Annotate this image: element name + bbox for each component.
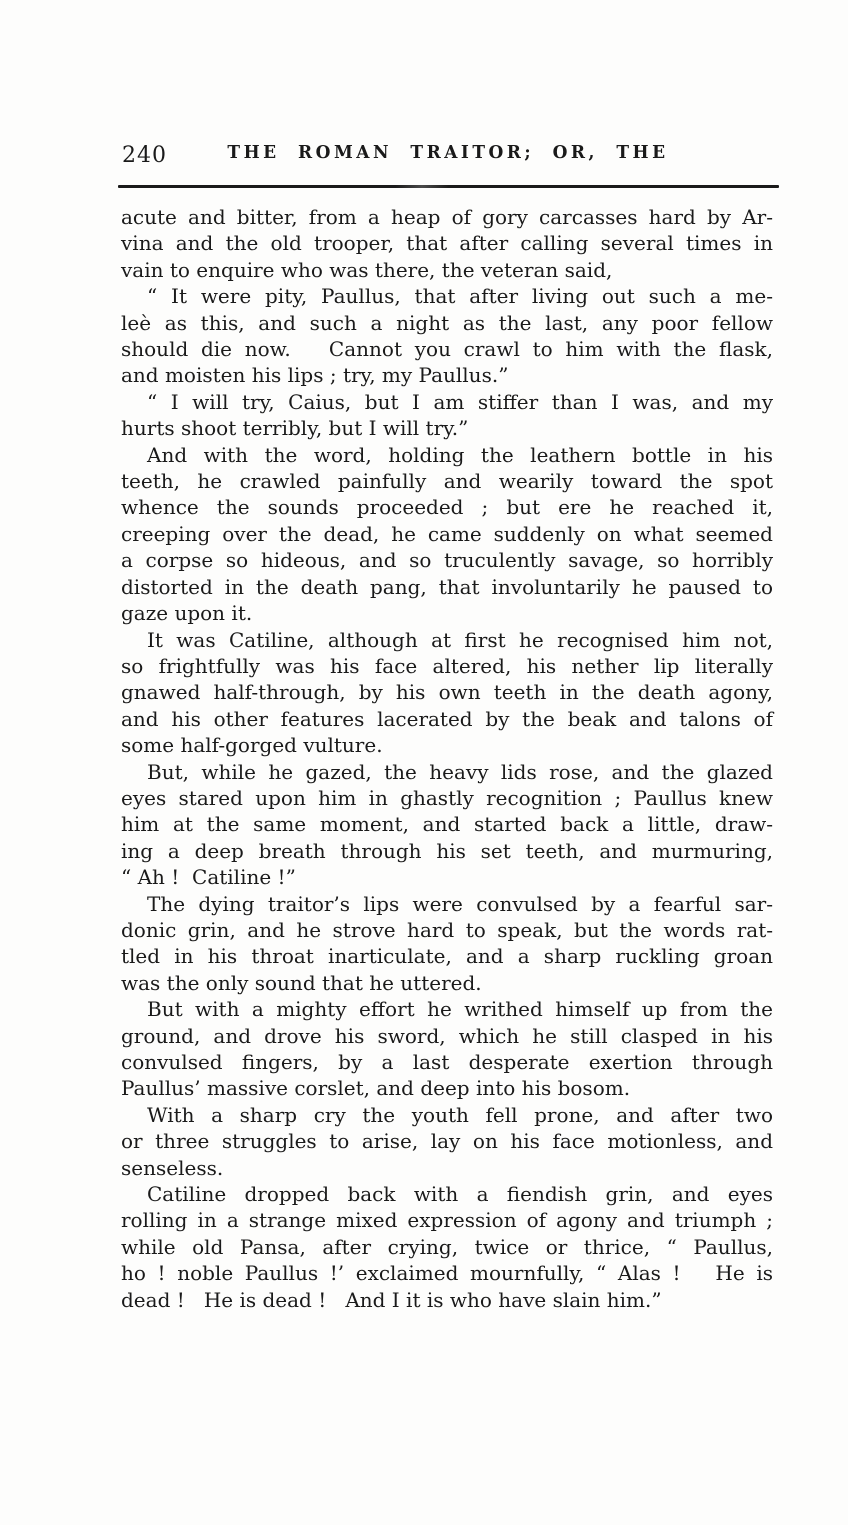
text-line: donic grin, and he strove hard to speak, but the words rat- (121, 917, 773, 942)
text-line: and his other features lacerated by the beak and talons of (121, 706, 773, 731)
text-line: should die now. Cannot you crawl to him with the flask, (121, 337, 773, 362)
text-line: while old Pansa, after crying, twice or thrice, “ Paullus, (121, 1234, 773, 1259)
text-line: some half-gorged vulture. (121, 733, 383, 758)
text-line: senseless. (121, 1155, 224, 1180)
text-line: vina and the old trooper, that after calling several times in (121, 231, 773, 256)
paragraph (121, 627, 773, 759)
text-line: hurts shoot terribly, but I will try.” (121, 416, 469, 441)
text-line: ing a deep breath through his set teeth, and murmuring, (121, 838, 773, 863)
running-head (121, 143, 775, 173)
text-line: eyes stared upon him in ghastly recognition ; Paullus knew (121, 785, 773, 810)
text-line: was the only sound that he uttered. (121, 970, 482, 995)
text-line: rolling in a strange mixed expression of agony and triumph ; (121, 1208, 773, 1233)
text-line: leè as this, and such a night as the last, any poor fellow (121, 310, 773, 335)
text-line: “ I will try, Caius, but I am stiffer than I was, and my (147, 389, 773, 414)
paragraph (121, 1181, 773, 1313)
running-title: THE ROMAN TRAITOR; OR, THE (227, 142, 669, 164)
text-line: tled in his throat inarticulate, and a sharp ruckling groan (121, 944, 773, 969)
text-line: Paullus’ massive corslet, and deep into his bosom. (121, 1076, 631, 1101)
header-rule (118, 185, 779, 188)
page-number: 240 (122, 143, 167, 168)
text-line: The dying traitor’s lips were convulsed by a fearful sar- (147, 891, 773, 916)
paragraph (121, 759, 773, 891)
text-line: distorted in the death pang, that involuntarily he paused to (121, 574, 773, 599)
text-line: “ Ah ! Catiline !” (121, 865, 296, 890)
text-line: But, while he gazed, the heavy lids rose, and the glazed (147, 759, 773, 784)
text-line: creeping over the dead, he came suddenly on what seemed (121, 521, 773, 546)
text-line: With a sharp cry the youth fell prone, and after two (147, 1102, 773, 1127)
text-line: a corpse so hideous, and so truculently savage, so horribly (121, 548, 773, 573)
text-line: vain to enquire who was there, the veteran said, (121, 257, 613, 282)
text-line: teeth, he crawled painfully and wearily toward the spot (121, 469, 773, 494)
paragraph (121, 283, 773, 389)
text-line: gnawed half-through, by his own teeth in the death agony, (121, 680, 773, 705)
text-line: dead ! He is dead ! And I it is who have slain him.” (121, 1287, 662, 1312)
text-line: or three struggles to arise, lay on his face motionless, and (121, 1129, 773, 1154)
text-line: so frightfully was his face altered, his nether lip literally (121, 653, 773, 678)
text-line: gaze upon it. (121, 601, 253, 626)
text-line: convulsed fingers, by a last desperate exertion through (121, 1050, 773, 1074)
paragraph (121, 1102, 773, 1181)
text-line: him at the same moment, and started back a little, draw- (121, 812, 773, 837)
text-line: whence the sounds proceeded ; but ere he reached it, (121, 495, 773, 520)
text-line: “ It were pity, Paullus, that after living out such a me- (147, 284, 773, 309)
page-text (121, 204, 773, 1313)
paragraph (121, 389, 773, 442)
text-line: And with the word, holding the leathern bottle in his (147, 442, 773, 467)
text-line: ground, and drove his sword, which he still clasped in his (121, 1023, 773, 1048)
paragraph (121, 442, 773, 627)
paragraph (121, 891, 773, 997)
text-line: ho ! noble Paullus !’ exclaimed mournfully, “ Alas ! He is (121, 1261, 773, 1286)
text-line: But with a mighty effort he writhed himself up from the (147, 997, 773, 1022)
paragraph (121, 996, 773, 1102)
text-line: acute and bitter, from a heap of gory carcasses hard by Ar- (121, 205, 773, 229)
text-line: and moisten his lips ; try, my Paullus.” (121, 363, 509, 388)
text-line: It was Catiline, although at first he recognised him not, (147, 627, 773, 652)
paragraph (121, 204, 773, 283)
text-line: Catiline dropped back with a fiendish grin, and eyes (147, 1182, 773, 1207)
